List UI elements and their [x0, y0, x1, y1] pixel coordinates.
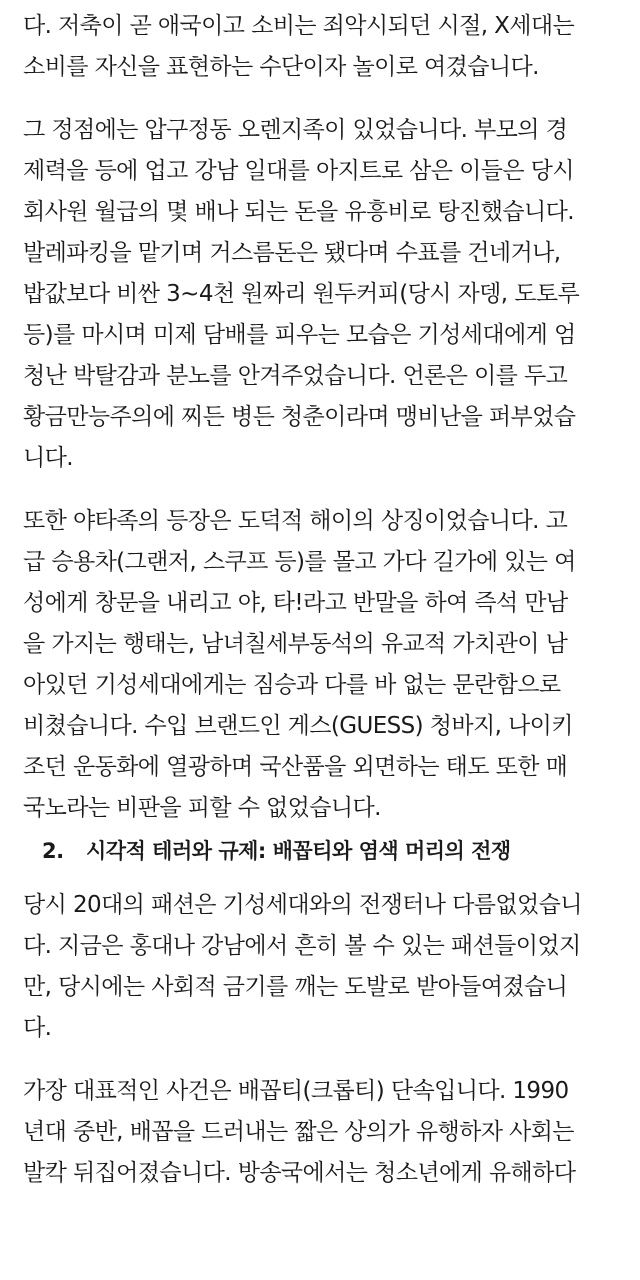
- section-heading: [23, 829, 624, 873]
- text-line: 회사원 월급의 몇 배나 되는 돈을 유흥비로 탕진했습니다.: [23, 199, 574, 225]
- text-line: 년대 중반, 배꼽을 드러내는 짧은 상의가 유행하자 사회는: [23, 1119, 574, 1145]
- paragraph-crop-top-crackdown: [23, 1071, 624, 1194]
- text-line: 또한 야타족의 등장은 도덕적 해이의 상징이었습니다. 고: [23, 508, 568, 534]
- paragraph-gap: [23, 88, 624, 110]
- text-line: 등)를 마시며 미제 담배를 피우는 모습은 기성세대에게 엄: [23, 322, 576, 348]
- text-line: 다. 지금은 홍대나 강남에서 흔히 볼 수 있는 패션들이었지: [23, 933, 581, 959]
- text-line: 성에게 창문을 내리고 야, 타!라고 반말을 하여 즉석 만남: [23, 590, 568, 616]
- paragraph-fashion-war: [23, 885, 624, 1049]
- text-line: 밥값보다 비싼 3~4천 원짜리 원두커피(당시 자뎅, 도토루: [23, 281, 580, 307]
- text-line: 발레파킹을 맡기며 거스름돈은 됐다며 수표를 건네거나,: [23, 240, 561, 266]
- text-line: 그 정점에는 압구정동 오렌지족이 있었습니다. 부모의 경: [23, 117, 568, 143]
- paragraph-x-generation-consumption: [23, 6, 624, 88]
- text-line: 조던 운동화에 열광하며 국산품을 외면하는 태도 또한 매: [23, 754, 568, 780]
- paragraph-gap: [23, 479, 624, 501]
- text-line: 다. 저축이 곧 애국이고 소비는 죄악시되던 시절, X세대는: [23, 13, 575, 39]
- text-line: 가장 대표적인 사건은 배꼽티(크롭티) 단속입니다. 1990: [23, 1078, 569, 1104]
- paragraph-yata-tribe: [23, 501, 624, 829]
- text-line: 황금만능주의에 찌든 병든 청춘이라며 맹비난을 퍼부었습: [23, 404, 576, 430]
- text-line: 아있던 기성세대에게는 짐승과 다를 바 없는 문란함으로: [23, 672, 561, 698]
- text-line: 발칵 뒤집어졌습니다. 방송국에서는 청소년에게 유해하다: [23, 1160, 576, 1186]
- text-line: 니다.: [23, 445, 73, 471]
- section-title: 시각적 테러와 규제: 배꼽티와 염색 머리의 전쟁: [86, 839, 511, 863]
- text-line: 제력을 등에 업고 강남 일대를 아지트로 삼은 이들은 당시: [23, 158, 574, 184]
- text-line: 청난 박탈감과 분노를 안겨주었습니다. 언론은 이를 두고: [23, 363, 568, 389]
- heading-gap: [23, 873, 624, 885]
- text-line: 국노라는 비판을 피할 수 없었습니다.: [23, 795, 381, 821]
- text-line: 급 승용차(그랜저, 스쿠프 등)를 몰고 가다 길가에 있는 여: [23, 549, 576, 575]
- text-line: 을 가지는 행태는, 남녀칠세부동석의 유교적 가치관이 남: [23, 631, 568, 657]
- text-line: 소비를 자신을 표현하는 수단이자 놀이로 여겼습니다.: [23, 54, 539, 80]
- paragraph-orange-tribe: [23, 110, 624, 479]
- text-line: 비쳤습니다. 수입 브랜드인 게스(GUESS) 청바지, 나이키: [23, 713, 573, 739]
- text-line: 다.: [23, 1015, 52, 1041]
- text-line: 당시 20대의 패션은 기성세대와의 전쟁터나 다름없었습니: [23, 892, 582, 918]
- paragraph-gap: [23, 1049, 624, 1071]
- section-number: 2.: [42, 839, 64, 863]
- text-line: 만, 당시에는 사회적 금기를 깨는 도발로 받아들여졌습니: [23, 974, 568, 1000]
